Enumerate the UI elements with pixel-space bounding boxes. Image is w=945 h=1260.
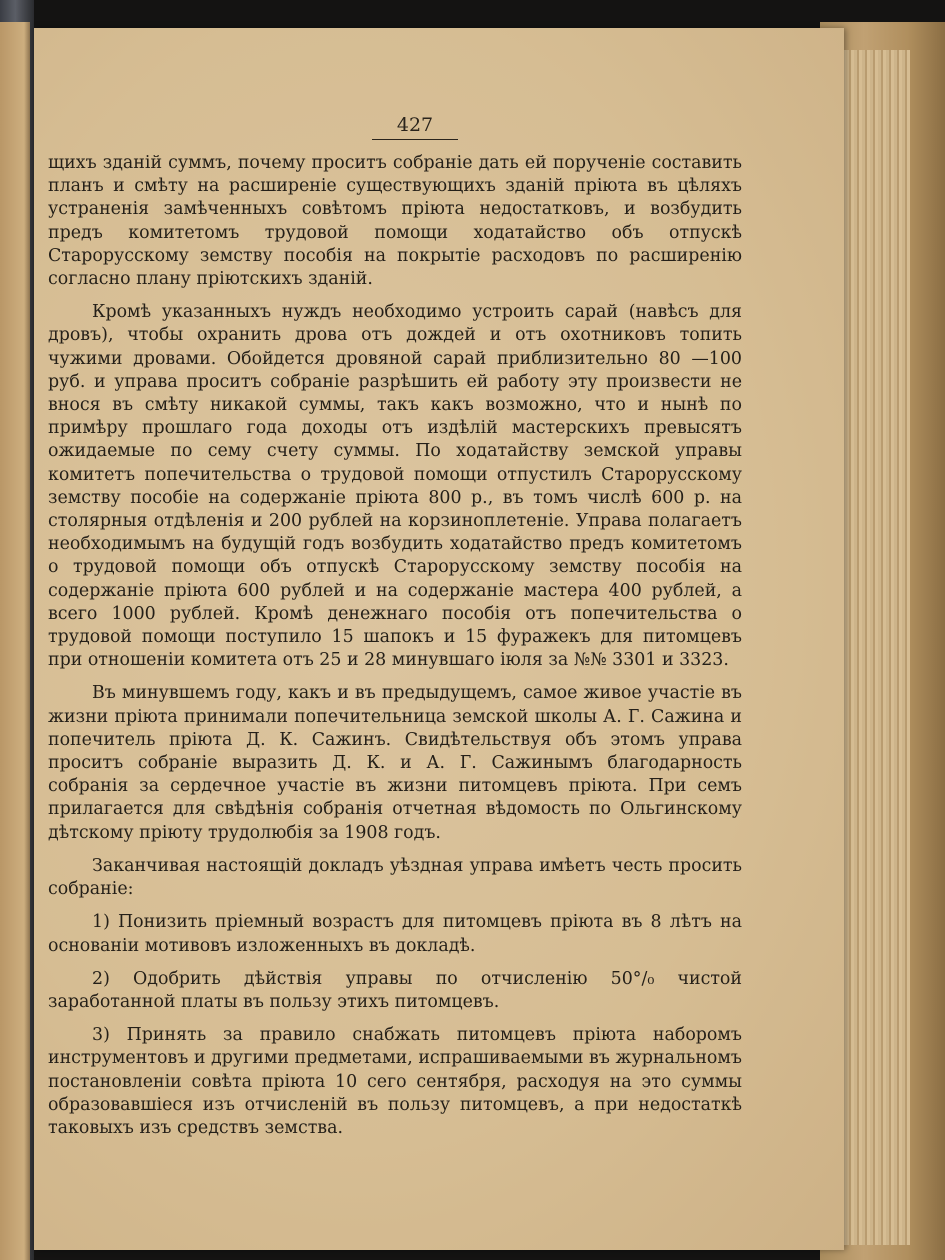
document-page [34, 28, 844, 1250]
paragraph-gratitude: Въ минувшемъ году, какъ и въ предыдущемъ, самое живое участіе въ жизни пріюта принимали попечительница земской школы А. Г. Сажина и попечитель пріюта Д. К. Сажинъ. Свидѣтельствуя объ этомъ управа проситъ собраніе выразить Д. К. и А. Г. Сажинымъ благодарность собранія за сердечное участіе въ жизни питомцевъ пріюта. При семъ прилагается для свѣдѣнія собранія отчетная вѣдомость по Ольгинскому дѣтскому пріюту трудолюбія за 1908 годъ. [48, 683, 742, 843]
paragraph-conclusion: Заканчивая настоящій докладъ уѣздная управа имѣетъ честь просить собраніе: [48, 855, 742, 900]
resolution-item-3: 3) Принять за правило снабжать питомцевъ пріюта наборомъ инструментовъ и другими предметами, испрашиваемыми въ журнальномъ постановленіи совѣта пріюта 10 сего сентября, расходуя на это суммы образовавшіеся изъ отчисленій въ пользу питомцевъ, а при недостаткѣ таковыхъ изъ средствъ земства. [48, 1025, 742, 1138]
previous-page-edge [0, 22, 30, 1260]
paragraph-continuation: щихъ зданій суммъ, почему проситъ собраніе дать ей порученіе составить планъ и смѣту на расширеніе существующихъ зданій пріюта въ цѣляхъ устраненія замѣченныхъ совѣтомъ пріюта недостатковъ, и возбудить предъ комитетомъ трудовой помощи ходатайство объ отпускѣ Старорусскому земству пособія на покрытіе расходовъ по расширенію согласно плану пріютскихъ зданій. [48, 153, 742, 290]
page-number: 427 [396, 114, 434, 136]
resolution-item-2: 2) Одобрить дѣйствія управы по отчисленію 50°/₀ чистой заработанной платы въ пользу этихъ питомцевъ. [48, 968, 742, 1012]
body-text [48, 152, 742, 1150]
paragraph-shed-and-subsidy: Кромѣ указанныхъ нуждъ необходимо устроить сарай (навѣсъ для дровъ), чтобы охранить дрова отъ дождей и отъ охотниковъ топить чужими дровами. Обойдется дровяной сарай приблизительно 80 —100 руб. и управа проситъ собраніе разрѣшить ей работу эту произвести не внося въ смѣту никакой суммы, такъ какъ возможно, что и нынѣ по примѣру прошлаго года доходы отъ издѣлій мастерскихъ превысятъ ожидаемые по сему счету суммы. По ходатайству земской управы комитетъ попечительства о трудовой помощи отпустилъ Старорусскому земству пособіе на содержаніе пріюта 800 р., въ томъ числѣ 600 р. на столярныя отдѣленія и 200 рублей на корзиноплетеніе. Управа полагаетъ необходимымъ на будущій годъ возбудить ходатайство предъ комитетомъ о трудовой помощи объ отпускѣ Старорусскому земству пособія на содержаніе пріюта 600 рублей и на содержаніе мастера 400 рублей, а всего 1000 рублей. Кромѣ денежнаго пособія отъ попечительства о трудовой помощи поступило 15 шапокъ и 15 фуражекъ для питомцевъ при отношеніи комитета отъ 25 и 28 минувшаго іюля за №№ 3301 и 3323. [48, 302, 742, 671]
resolution-item-1: 1) Понизить пріемный возрастъ для питомцевъ пріюта въ 8 лѣтъ на основаніи мотивовъ изложенныхъ въ докладѣ. [48, 912, 742, 956]
page-number-rule [372, 139, 458, 140]
